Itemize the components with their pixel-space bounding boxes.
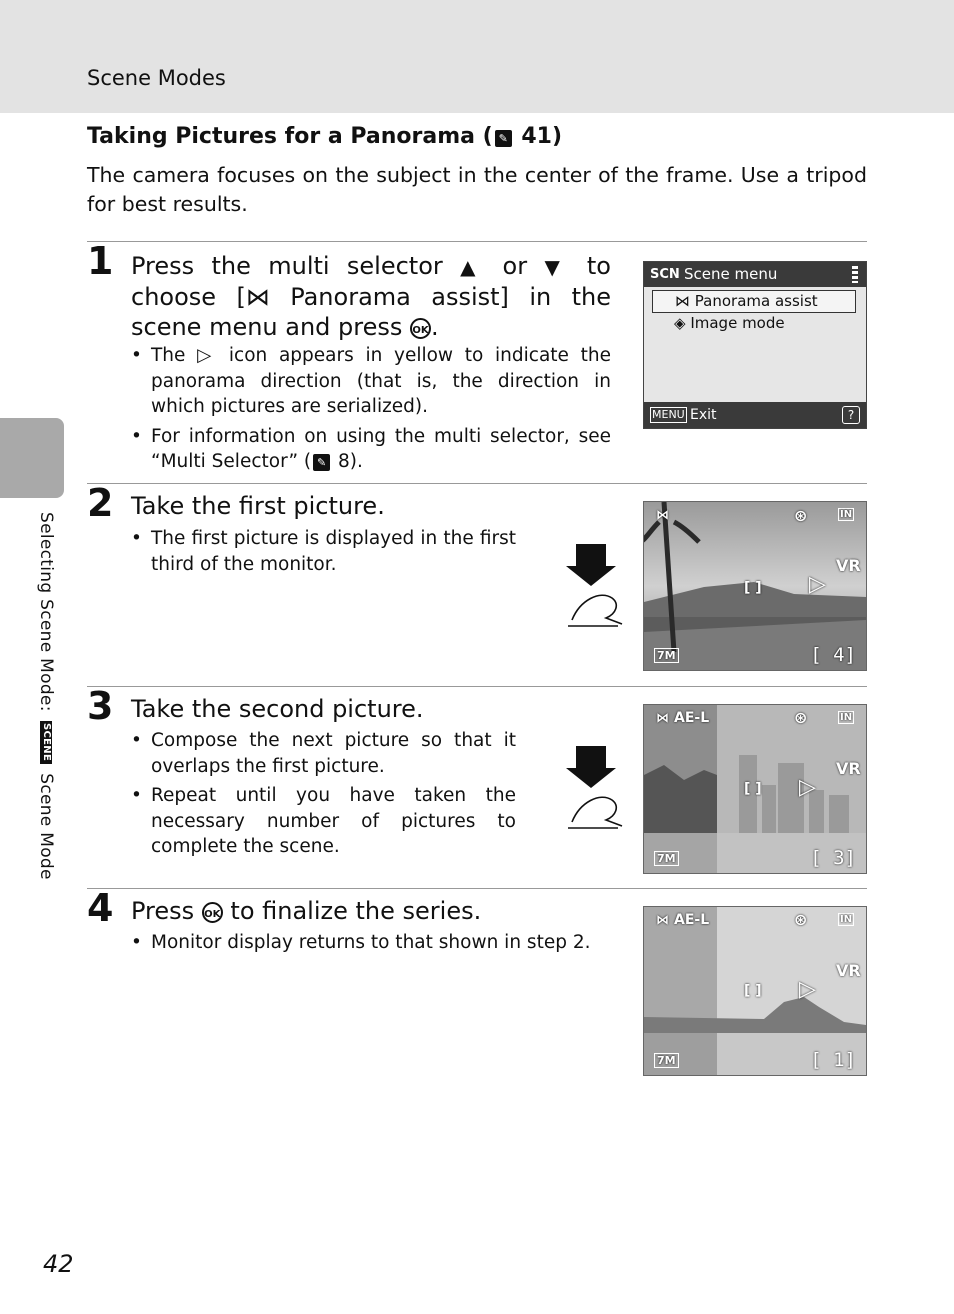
bullet-text: For information on using the multi selector, see “Multi Selector” ( — [151, 425, 611, 472]
list-item: • Repeat until you have taken the necessary number of pictures to complete the scene. — [131, 783, 516, 860]
list-item — [131, 424, 611, 475]
image-mode-icon: 7M — [654, 851, 679, 866]
panorama-icon: ⋈ — [245, 283, 270, 311]
scrollbar-icon — [852, 266, 858, 283]
scene-badge-icon: SCENE — [41, 723, 52, 762]
direction-arrow-icon: ▷ — [197, 345, 218, 366]
camera-screen-step3 — [643, 704, 867, 874]
vr-icon: VR — [836, 556, 861, 575]
step-3-title: Take the second picture. — [131, 695, 424, 723]
divider — [87, 241, 867, 242]
up-arrow-icon: ▲ — [460, 255, 486, 279]
chapter-tab — [0, 418, 64, 498]
exposure-counter: [ 3] — [810, 847, 856, 869]
step-number: 3 — [87, 684, 114, 728]
menu-item-image-mode[interactable] — [652, 313, 854, 334]
vr-icon: VR — [836, 759, 861, 778]
step-4-text: to finalize the series. — [222, 897, 482, 925]
scene-menu-screen — [643, 261, 867, 429]
vr-icon: VR — [836, 961, 861, 980]
camera-screen-step4 — [643, 906, 867, 1076]
help-icon: ? — [842, 406, 860, 424]
camera-screen-step2 — [643, 501, 867, 671]
list-item: • Compose the next picture so that it overlaps the first picture. — [131, 728, 516, 779]
section-title-page: 41) — [513, 124, 563, 149]
bullet-text: icon appears in yellow to indicate the panorama direction (that is, the direction in which pictures are serialized). — [151, 345, 612, 417]
step-1-text: to choose [ — [131, 252, 611, 311]
header-title: Scene Modes — [87, 66, 226, 90]
menu-title: Scene menu — [684, 265, 778, 283]
ok-button-icon: OK — [410, 318, 431, 339]
step-number: 4 — [87, 886, 114, 930]
menu-title-bar — [644, 262, 866, 287]
panorama-icon: ⋈ — [675, 292, 690, 310]
bullet-text: 8). — [332, 451, 363, 472]
menu-item-label: Image mode — [690, 314, 785, 332]
direction-arrow-icon: ▷ — [799, 977, 816, 1002]
step-4-bullets — [131, 930, 601, 960]
step-4-title — [131, 896, 601, 926]
internal-memory-icon: IN — [840, 914, 853, 925]
direction-arrow-icon: ▷ — [809, 572, 826, 597]
exposure-count: 4 — [833, 644, 845, 666]
scene-mode-icon: SCN — [650, 267, 680, 282]
page-reference-icon: ✎ — [495, 130, 512, 147]
exit-label: Exit — [690, 407, 717, 423]
side-label-before: Selecting Scene Mode: — [36, 512, 56, 712]
focus-brackets-icon: [ ] — [744, 580, 762, 596]
list-item: • Monitor display returns to that shown in step 2. — [131, 930, 601, 956]
step-1-bullets — [131, 343, 611, 479]
down-arrow-icon: ▼ — [544, 255, 570, 279]
step-number: 1 — [87, 239, 114, 283]
section-title — [87, 124, 562, 149]
exposure-counter: [ 1] — [810, 1049, 856, 1071]
flash-off-icon: ⊛ — [794, 708, 808, 727]
flash-off-icon: ⊛ — [794, 506, 808, 525]
divider — [87, 483, 867, 484]
ae-lock-label: AE-L — [674, 912, 710, 928]
menu-item-panorama-assist[interactable] — [652, 290, 856, 313]
bullet-text: The — [151, 345, 198, 366]
list-item — [131, 343, 611, 420]
image-mode-icon: ◈ — [674, 314, 686, 332]
list-item: • The first picture is displayed in the first third of the monitor. — [131, 526, 516, 577]
step-2-title: Take the first picture. — [131, 492, 385, 520]
page-number: 42 — [43, 1250, 74, 1278]
page-reference-icon: ✎ — [313, 454, 330, 471]
exposure-count: 1 — [833, 1049, 845, 1071]
step-3-bullets — [131, 728, 516, 864]
step-1-instruction — [131, 251, 611, 342]
ae-lock-label: AE-L — [674, 710, 710, 726]
step-1-text: or — [485, 252, 545, 280]
section-intro: The camera focuses on the subject in the center of the frame. Use a tripod for best results. — [87, 163, 867, 216]
menu-button-icon: MENU — [652, 408, 685, 421]
page-header — [0, 0, 954, 113]
divider — [87, 686, 867, 687]
step-1-text: . — [431, 313, 439, 341]
menu-item-label: Panorama assist — [694, 292, 818, 310]
press-shutter-icon — [560, 742, 632, 834]
side-label-after: Scene Mode — [36, 773, 56, 880]
ok-button-icon: OK — [202, 902, 223, 923]
panorama-icon: ⋈ — [656, 711, 669, 726]
step-1-text: Press the multi selector — [131, 252, 461, 280]
step-1-text: Panorama assist] in the scene menu and press — [131, 283, 611, 341]
flash-off-icon: ⊛ — [794, 910, 808, 929]
menu-bottom-bar — [644, 402, 866, 428]
section-title-text: Taking Pictures for a Panorama ( — [87, 124, 493, 149]
step-4-text: Press — [131, 897, 202, 925]
divider — [87, 888, 867, 889]
direction-arrow-icon: ▷ — [799, 775, 816, 800]
panorama-icon: ⋈ — [656, 913, 669, 928]
step-2-bullets — [131, 526, 516, 581]
image-mode-icon: 7M — [654, 648, 679, 663]
exposure-count: 3 — [833, 847, 845, 869]
image-mode-icon: 7M — [654, 1053, 679, 1068]
chapter-side-label — [36, 512, 56, 880]
step-number: 2 — [87, 481, 114, 525]
focus-brackets-icon: [ ] — [744, 983, 762, 999]
exposure-counter: [ 4] — [810, 644, 856, 666]
panorama-icon: ⋈ — [656, 508, 669, 523]
focus-brackets-icon: [ ] — [744, 781, 762, 797]
internal-memory-icon: IN — [840, 509, 853, 520]
internal-memory-icon: IN — [840, 712, 853, 723]
press-shutter-icon — [560, 540, 632, 632]
